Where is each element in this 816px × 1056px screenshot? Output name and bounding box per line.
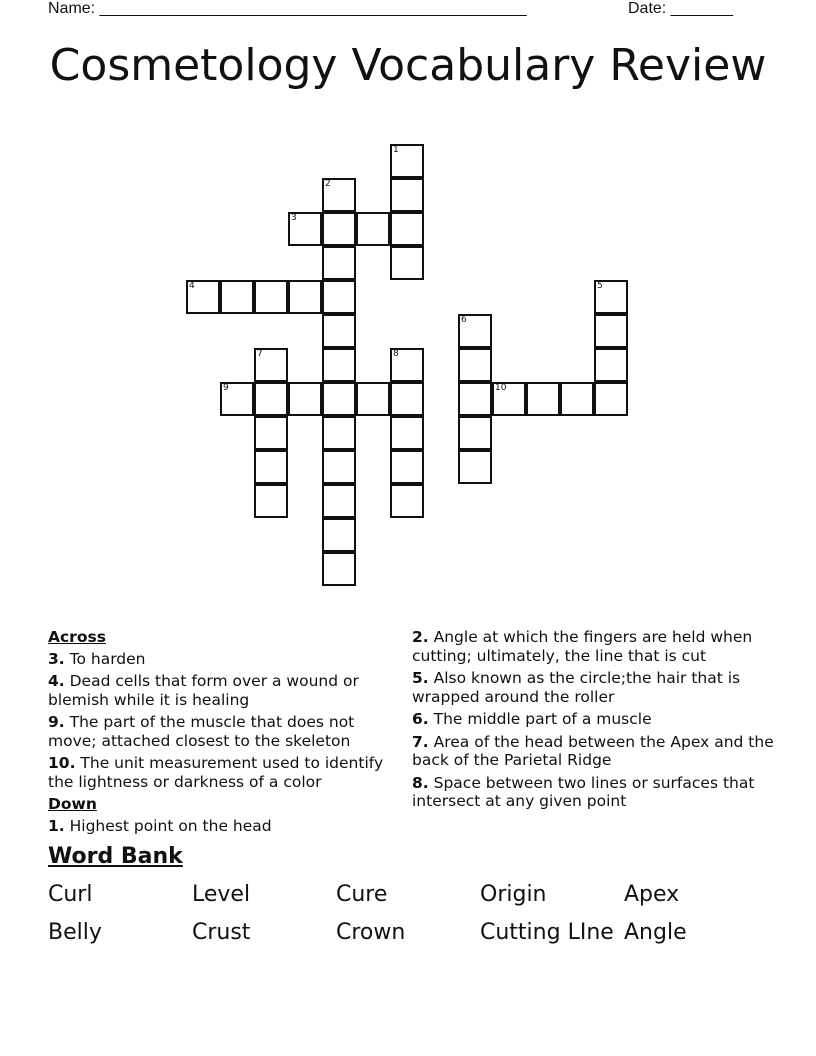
- word-bank-item: Angle: [624, 920, 687, 945]
- clue-number: 8.: [412, 773, 429, 792]
- crossword-cell[interactable]: [322, 348, 356, 382]
- clue-number: 2.: [412, 628, 429, 646]
- crossword-cell[interactable]: [458, 382, 492, 416]
- clue-number-label: 8: [393, 349, 399, 359]
- crossword-cell[interactable]: [322, 314, 356, 348]
- crossword-cell[interactable]: [390, 178, 424, 212]
- crossword-cell[interactable]: [390, 144, 424, 178]
- crossword-cell[interactable]: [322, 552, 356, 586]
- word-bank-item: Cure: [336, 882, 388, 907]
- crossword-cell[interactable]: [356, 212, 390, 246]
- crossword-cell[interactable]: [594, 314, 628, 348]
- clue-number-label: 10: [495, 383, 507, 393]
- clue-text: Highest point on the head: [69, 816, 272, 835]
- crossword-cell[interactable]: [356, 382, 390, 416]
- date-field[interactable]: Date: _______: [628, 0, 733, 17]
- crossword-cell[interactable]: [458, 450, 492, 484]
- clue-number: 9.: [48, 713, 65, 731]
- crossword-cell[interactable]: [288, 212, 322, 246]
- crossword-cell[interactable]: [322, 382, 356, 416]
- clue-down-5: [412, 669, 782, 706]
- crossword-cell[interactable]: [288, 280, 322, 314]
- clue-down-8: [412, 774, 782, 811]
- crossword-cell[interactable]: [390, 484, 424, 518]
- clue-number-label: 1: [393, 145, 399, 155]
- crossword-cell[interactable]: [458, 348, 492, 382]
- crossword-cell[interactable]: [594, 348, 628, 382]
- across-heading: Across: [48, 628, 106, 646]
- crossword-cell[interactable]: [594, 382, 628, 416]
- clue-text: Dead cells that form over a wound or blemish while it is healing: [48, 672, 359, 709]
- crossword-cell[interactable]: [322, 416, 356, 450]
- crossword-cell[interactable]: [492, 382, 526, 416]
- clues-right-column: [412, 628, 782, 815]
- clue-across-3: [48, 650, 398, 669]
- crossword-cell[interactable]: [186, 280, 220, 314]
- crossword-cell[interactable]: [390, 246, 424, 280]
- crossword-cell[interactable]: [560, 382, 594, 416]
- word-bank-item: Crown: [336, 920, 406, 945]
- clue-number: 4.: [48, 672, 65, 690]
- clue-text: Space between two lines or surfaces that intersect at any given point: [412, 773, 755, 810]
- crossword-cell[interactable]: [322, 212, 356, 246]
- clue-across-9: [48, 713, 398, 750]
- crossword-cell[interactable]: [254, 382, 288, 416]
- clue-number: 3.: [48, 649, 65, 668]
- crossword-cell[interactable]: [390, 382, 424, 416]
- crossword-cell[interactable]: [254, 348, 288, 382]
- crossword-cell[interactable]: [390, 212, 424, 246]
- clue-down-1: [48, 817, 398, 836]
- clue-number-label: 7: [257, 349, 263, 359]
- crossword-cell[interactable]: [254, 484, 288, 518]
- crossword-cell[interactable]: [322, 280, 356, 314]
- crossword-cell[interactable]: [254, 416, 288, 450]
- clue-number-label: 4: [189, 281, 195, 291]
- crossword-cell[interactable]: [526, 382, 560, 416]
- crossword-cell[interactable]: [390, 348, 424, 382]
- crossword-cell[interactable]: [594, 280, 628, 314]
- clue-number: 5.: [412, 669, 429, 687]
- clue-number-label: 9: [223, 383, 229, 393]
- clue-number: 10.: [48, 754, 76, 772]
- clues-left-column: [48, 628, 398, 839]
- clue-number-label: 6: [461, 315, 467, 325]
- word-bank-item: Origin: [480, 882, 547, 907]
- crossword-cell[interactable]: [288, 382, 322, 416]
- clue-down-7: [412, 733, 782, 770]
- crossword-cell[interactable]: [322, 246, 356, 280]
- word-bank-item: Cutting LIne: [480, 920, 614, 945]
- crossword-cell[interactable]: [220, 382, 254, 416]
- clue-number: 1.: [48, 816, 65, 835]
- crossword-cell[interactable]: [458, 314, 492, 348]
- crossword-cell[interactable]: [458, 416, 492, 450]
- clue-across-4: [48, 672, 398, 709]
- clue-number-label: 2: [325, 179, 331, 189]
- clue-text: The unit measurement used to identify the lightness or darkness of a color: [48, 754, 384, 791]
- crossword-cell[interactable]: [254, 450, 288, 484]
- crossword-cell[interactable]: [390, 450, 424, 484]
- clue-number: 7.: [412, 732, 429, 751]
- clue-number: 6.: [412, 710, 429, 728]
- down-heading: Down: [48, 795, 97, 813]
- word-bank-item: Curl: [48, 882, 93, 907]
- clue-text: Area of the head between the Apex and the back of the Parietal Ridge: [412, 732, 774, 769]
- clue-text: The middle part of a muscle: [433, 710, 652, 728]
- clue-across-10: [48, 754, 398, 791]
- word-bank: [48, 843, 768, 947]
- clue-number-label: 5: [597, 281, 603, 291]
- crossword-cell[interactable]: [254, 280, 288, 314]
- clue-text: Also known as the circle;the hair that is wrapped around the roller: [412, 669, 741, 706]
- clue-number-label: 3: [291, 213, 297, 223]
- clue-text: Angle at which the fingers are held when cutting; ultimately, the line that is cut: [412, 628, 753, 665]
- word-bank-item: Apex: [624, 882, 680, 907]
- word-bank-item: Level: [192, 882, 251, 907]
- crossword-cell[interactable]: [322, 484, 356, 518]
- crossword-cell[interactable]: [390, 416, 424, 450]
- page-title: Cosmetology Vocabulary Review: [49, 40, 767, 91]
- name-field[interactable]: Name: ________________________________________________: [48, 0, 527, 17]
- word-bank-list: [48, 881, 768, 947]
- crossword-cell[interactable]: [322, 178, 356, 212]
- crossword-cell[interactable]: [220, 280, 254, 314]
- word-bank-item: Crust: [192, 920, 251, 945]
- clue-down-6: [412, 710, 782, 729]
- crossword-cell[interactable]: [322, 518, 356, 552]
- word-bank-title: Word Bank: [48, 844, 183, 869]
- crossword-cell[interactable]: [322, 450, 356, 484]
- clue-text: To harden: [69, 649, 146, 668]
- clue-down-2: [412, 628, 782, 665]
- clue-text: The part of the muscle that does not move; attached closest to the skeleton: [48, 713, 355, 750]
- word-bank-item: Belly: [48, 920, 102, 945]
